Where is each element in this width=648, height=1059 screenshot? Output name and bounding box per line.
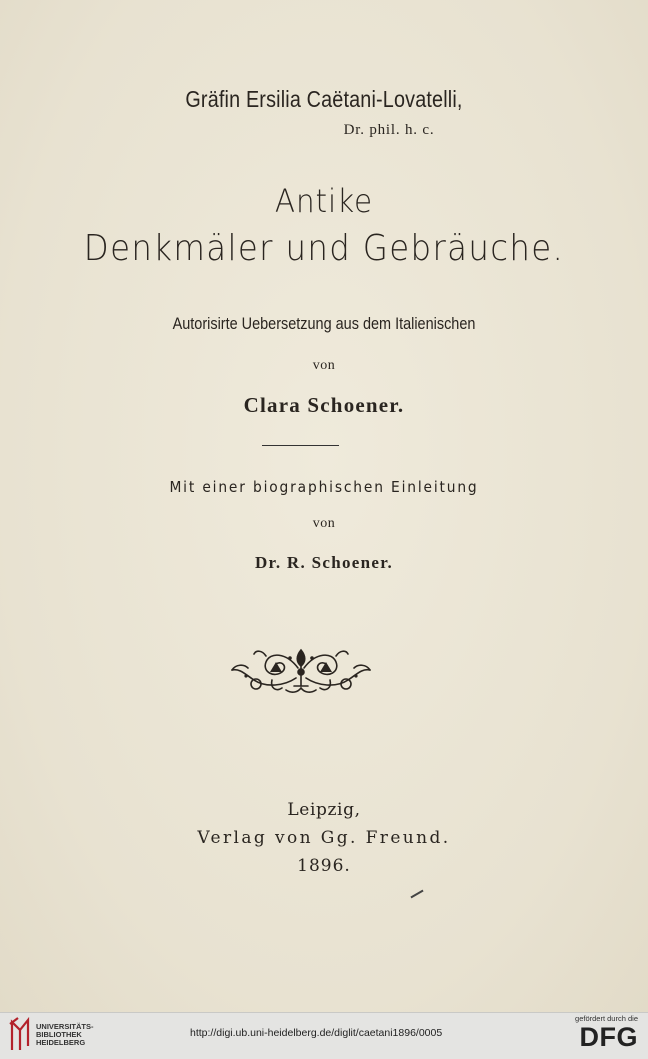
subtitle: Autorisirte Uebersetzung aus dem Italienischen <box>172 314 476 333</box>
introduction-author: Dr. R. Schoener. <box>254 553 394 572</box>
author-name: Gräfin Ersilia Caëtani-Lovatelli, <box>185 86 463 112</box>
translator-name: Clara Schoener. <box>243 393 405 417</box>
ub-heidelberg-logo-icon[interactable] <box>8 1016 34 1052</box>
printer-ornament-icon <box>226 642 376 696</box>
book-title-line-2: Denkmäler und Gebräuche. <box>83 228 565 269</box>
publication-year: 1896. <box>297 856 351 876</box>
pencil-mark <box>410 890 423 899</box>
introduction-note: Mit einer biographischen Einleitung <box>169 478 479 496</box>
library-name-line-1: UNIVERSITÄTS- <box>36 1022 94 1031</box>
library-name-line-3: HEIDELBERG <box>36 1038 86 1047</box>
library-name-line-2: BIBLIOTHEK <box>36 1030 82 1039</box>
publisher: Verlag von Gg. Freund. <box>197 828 451 848</box>
divider-rule <box>262 445 339 446</box>
library-name <box>36 1023 94 1047</box>
permalink-url[interactable]: http://digi.ub.uni-heidelberg.de/diglit/caetani1896/0005 <box>190 1027 443 1039</box>
by-line-2: von <box>312 516 336 531</box>
funding-note: gefördert durch die <box>575 1014 638 1023</box>
by-line-1: von <box>312 358 336 373</box>
book-title-line-1: Antike <box>274 182 374 220</box>
publication-place: Leipzig, <box>287 800 361 820</box>
dfg-logo[interactable]: DFG <box>579 1022 638 1052</box>
author-degree: Dr. phil. h. c. <box>343 122 435 138</box>
